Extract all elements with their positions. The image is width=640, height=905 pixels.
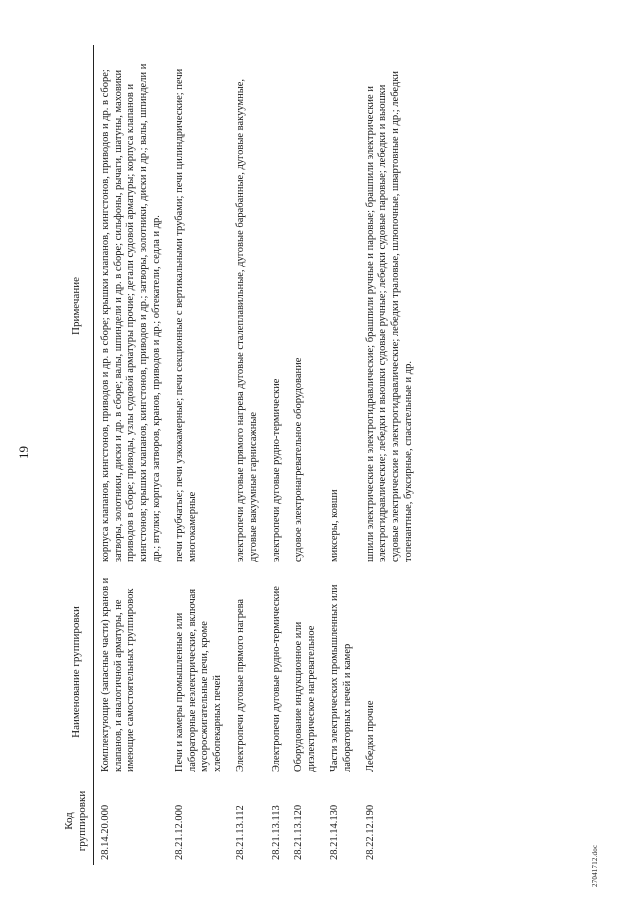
row-note: миксеры, ковши xyxy=(328,489,340,562)
table-row xyxy=(265,45,288,865)
row-name: Электропечи дуговые рудно-термические xyxy=(270,586,282,772)
table-row xyxy=(168,45,229,865)
row-note: судовое электронагревательное оборудование xyxy=(293,357,305,562)
table-row xyxy=(229,45,265,865)
table-row xyxy=(287,45,323,865)
row-name: Комплектующие (запасные части) кранов и клапанов, и аналогичной арматуры, не имеющие самостоятельных группировок xyxy=(99,577,137,772)
table-row xyxy=(323,45,359,865)
table-row xyxy=(93,45,167,865)
row-code: 28.21.14.130 xyxy=(328,804,340,860)
row-code: 28.21.13.120 xyxy=(293,804,305,860)
header-note: Примечание xyxy=(60,45,93,567)
row-name: Печи и камеры промышленные или лабораторные неэлектрические, включая мусоросжигательные печи, кроме хлебопекарных печей xyxy=(173,588,224,772)
row-note: корпуса клапанов, кингстонов, приводов и др. в сборе; крышки клапанов, кингстонов, приводов и др. в сборе; затворы, золотники, диски и др. в сборе; валы, шпиндели и др. в сборе; сильфоны, рычаги, шатуны, маховики приводов в сборе; приводы, узлы судовой арматуры прочие; детали судовой арматуры; корпуса клапанов и кингстонов; крышки клапанов, кингстонов, приводов и др.; затворы, золотники, диски и др.; валы, шпиндели и др.; втулки; корпуса затворов, кранов, приводов и др.; обтекатели, седла и др. xyxy=(99,63,162,562)
document-filename: 27041712.doc xyxy=(591,844,599,887)
row-note: электропечи дуговые прямого нагрева дуговые сталеплавильные, дуговые барабанные, дуговые вакуумные, дуговые вакуумные гарнисажные xyxy=(234,78,259,562)
row-code: 28.22.12.190 xyxy=(364,804,376,860)
classification-table xyxy=(60,45,420,865)
row-name: Электропечи дуговые прямого нагрева xyxy=(234,598,246,772)
row-note: электропечи дуговые рудно-термические xyxy=(270,378,282,562)
row-code: 28.21.13.113 xyxy=(270,805,282,860)
row-code: 28.21.13.112 xyxy=(234,805,246,860)
table-row xyxy=(359,45,420,865)
row-name: Части электрических промышленных или лабораторных печей и камер xyxy=(328,584,353,772)
header-name: Наименование группировки xyxy=(60,567,93,777)
row-name: Лебедки прочие xyxy=(364,700,376,772)
row-code: 28.14.20.000 xyxy=(99,804,111,860)
header-code: Код группировки xyxy=(60,777,93,865)
page-number: 19 xyxy=(16,446,31,459)
row-name: Оборудование индукционное или диэлектрическое нагревательное xyxy=(293,621,318,772)
row-code: 28.21.12.000 xyxy=(173,804,185,860)
row-note: печи трубчатые; печи узкокамерные; печи секционные с вертикальными трубами; печи цилиндрические; печи многокамерные xyxy=(173,68,198,562)
row-note: шпили электрические и электрогидравлические; брашпили ручные и паровые; брашпили электрические и электрогидравлические; лебедки и вьюшки судовые ручные; лебедки судовые паровые; лебедки и вьюшки судовые электрические и электрогидравлические; лебедки траловые, шлюпочные, швартовные и др.; лебедки топенантные, буксирные, спасательные и др. xyxy=(364,71,414,562)
table-header-row xyxy=(60,45,93,865)
